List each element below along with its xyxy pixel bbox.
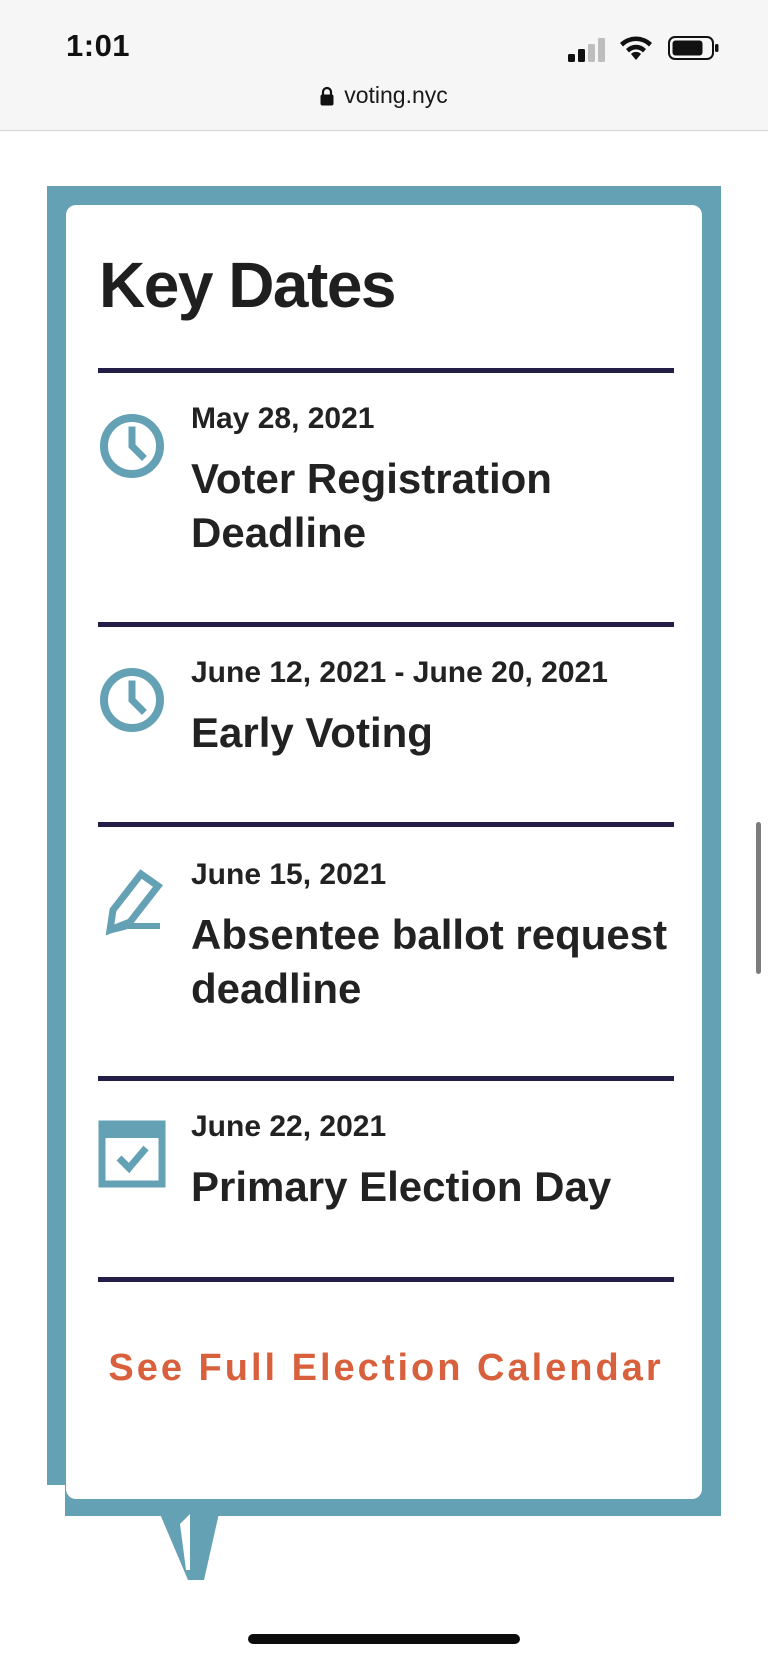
- key-date-date: May 28, 2021: [191, 402, 375, 435]
- key-date-item: [98, 1110, 678, 1220]
- ballot-checkbox-icon: [98, 1120, 166, 1193]
- cellular-signal-icon: [568, 38, 608, 62]
- key-date-item: [98, 858, 678, 1012]
- key-dates-card: [66, 205, 702, 1499]
- lock-icon: [320, 85, 334, 112]
- browser-top-bar: [0, 0, 768, 131]
- key-date-item: [98, 402, 678, 556]
- key-date-title: Early Voting: [191, 709, 433, 756]
- status-icons: [568, 34, 738, 62]
- key-date-date: June 12, 2021 - June 20, 2021: [191, 656, 608, 689]
- key-date-title: Voter Registration Deadline: [191, 455, 552, 556]
- full-election-calendar-link[interactable]: See Full Election Calendar: [108, 1347, 664, 1389]
- key-date-date: June 15, 2021: [191, 858, 387, 891]
- divider: [98, 1076, 674, 1081]
- divider: [98, 1277, 674, 1282]
- url-text: voting.nyc: [344, 82, 448, 108]
- key-date-date: June 22, 2021: [191, 1110, 387, 1143]
- scrollbar[interactable]: [756, 822, 761, 974]
- key-date-title: Primary Election Day: [191, 1163, 612, 1210]
- page-title: Key Dates: [99, 249, 395, 321]
- battery-icon: [668, 36, 720, 60]
- clock-icon: [98, 666, 166, 739]
- divider: [98, 368, 674, 373]
- speech-bubble-tail: [160, 1500, 230, 1580]
- card-frame-opening: [47, 1485, 65, 1516]
- home-indicator[interactable]: [248, 1634, 520, 1644]
- wifi-icon: [618, 35, 654, 61]
- divider: [98, 822, 674, 827]
- clock-icon: [98, 412, 166, 485]
- divider: [98, 622, 674, 627]
- key-date-item: [98, 656, 678, 766]
- url-bar[interactable]: [0, 82, 768, 116]
- pencil-icon: [104, 868, 164, 941]
- status-time: 1:01: [66, 28, 131, 63]
- key-date-title: Absentee ballot request deadline: [191, 911, 668, 1012]
